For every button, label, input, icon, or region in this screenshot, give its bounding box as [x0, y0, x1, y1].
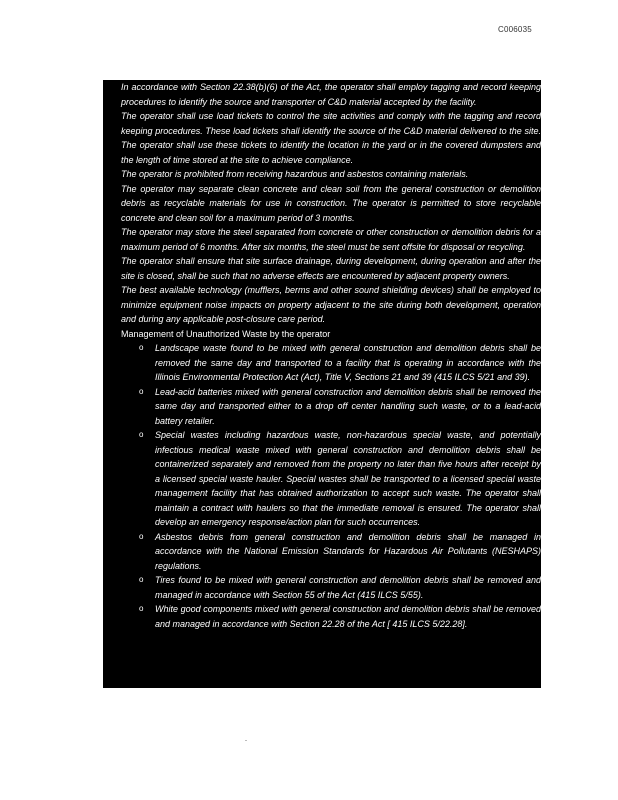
sub-item-white-goods — [139, 602, 541, 631]
circle-bullet-icon: o — [139, 343, 144, 352]
paragraph-text: The best available technology (mufflers, berms and other sound shielding devices) shall be employed to minimize equipment noise impacts on property adjacent to the site during both development, operation and during any applicable post-closure care period. — [121, 285, 541, 324]
paragraph-surface-drainage — [121, 254, 541, 283]
management-heading: Management of Unauthorized Waste by the operator — [121, 328, 331, 339]
paragraph-recyclable-concrete — [121, 182, 541, 226]
bullet-icon: • — [95, 111, 99, 121]
circle-bullet-icon: o — [139, 531, 144, 541]
sub-item-text: Special wastes including hazardous waste, non-hazardous special waste, and potentially infectious medical waste mixed with general construction and demolition debris shall be containerized separately and removed from the property no later than five hours after receipt by a licensed special waste hauler. Special wastes shall be transported to a licensed special waste management facility that has obtained authorization to accept such waste. The operator shall maintain a contract with haulers so that the immediate removal is ensured. The operator shall develop an emergency response/action plan for such occurrences. — [155, 430, 541, 527]
paragraph-tagging — [121, 80, 541, 109]
redacted-content-block — [95, 80, 541, 688]
sub-item-special-wastes — [139, 428, 541, 530]
sub-item-asbestos-debris — [139, 530, 541, 574]
paragraph-load-tickets — [95, 109, 541, 167]
paragraph-text: The operator may store the steel separated from concrete or other construction or demolition debris for a maximum period of 6 months. After six months, the steel must be sent offsite for disposal or recycling. — [121, 227, 541, 252]
sub-item-text: Tires found to be mixed with general construction and demolition debris shall be removed and managed in accordance with Section 55 of the Act (415 ILCS 5/55). — [155, 575, 541, 600]
page-id-stamp: C006035 — [498, 25, 532, 34]
circle-bullet-icon: o — [139, 386, 144, 396]
scan-speck — [245, 740, 247, 741]
circle-bullet-icon: o — [139, 430, 144, 439]
paragraph-text: In accordance with Section 22.38(b)(6) of the Act, the operator shall employ tagging and record keeping procedures to identify the source and transporter of C&D material accepted by the facility. — [121, 82, 541, 107]
bullet-icon: • — [95, 227, 99, 237]
sub-item-tires — [139, 573, 541, 602]
paragraph-text: The operator shall ensure that site surface drainage, during development, during operation and after the site is closed, shall be such that no adverse effects are encountered by adjacent property owners. — [121, 256, 541, 281]
sub-item-text: White good components mixed with general construction and demolition debris shall be removed and managed in accordance with Section 22.28 of the Act [ 415 ILCS 5/22.28]. — [155, 604, 541, 629]
paragraph-steel-storage — [95, 225, 541, 254]
paragraph-text: The operator is prohibited from receiving hazardous and asbestos containing materials. — [121, 169, 469, 179]
circle-bullet-icon: o — [139, 604, 144, 613]
circle-bullet-icon: o — [139, 575, 144, 584]
sub-item-text: Landscape waste found to be mixed with general construction and demolition debris shall be removed the same day and transported to a facility that is operating in accordance with the Illinois Environmental Protection Act (Act), Title V, Sections 21 and 39 (415 ILCS 5/21 and 39). — [155, 343, 541, 382]
paragraph-hazardous-prohibited — [121, 167, 541, 182]
sub-item-landscape-waste — [139, 341, 541, 385]
sub-item-lead-acid-batteries — [139, 385, 541, 429]
paragraph-text: The operator shall use load tickets to control the site activities and comply with the tagging and record keeping procedures. These load tickets shall identify the source of the C&D material delivered to the site. The operator shall use these tickets to identify the location in the yard or in the covered dumpsters and the length of time stored at the site to achieve compliance. — [121, 111, 541, 165]
paragraph-text: The operator may separate clean concrete and clean soil from the general construction or demolition debris as recyclable materials for use in construction. The operator is permitted to store recyclable concrete and clean soil for a maximum period of 3 months. — [121, 183, 541, 223]
sub-item-text: Asbestos debris from general construction and demolition debris shall be managed in accordance with the National Emission Standards for Hazardous Air Pollutants (NESHAPS) regulations. — [155, 531, 541, 571]
paragraph-noise-technology — [121, 283, 541, 327]
sub-item-text: Lead-acid batteries mixed with general construction and demolition debris shall be removed the same day and transported either to a drop off center handling such waste, or to a lead-acid battery retailer. — [155, 386, 541, 426]
